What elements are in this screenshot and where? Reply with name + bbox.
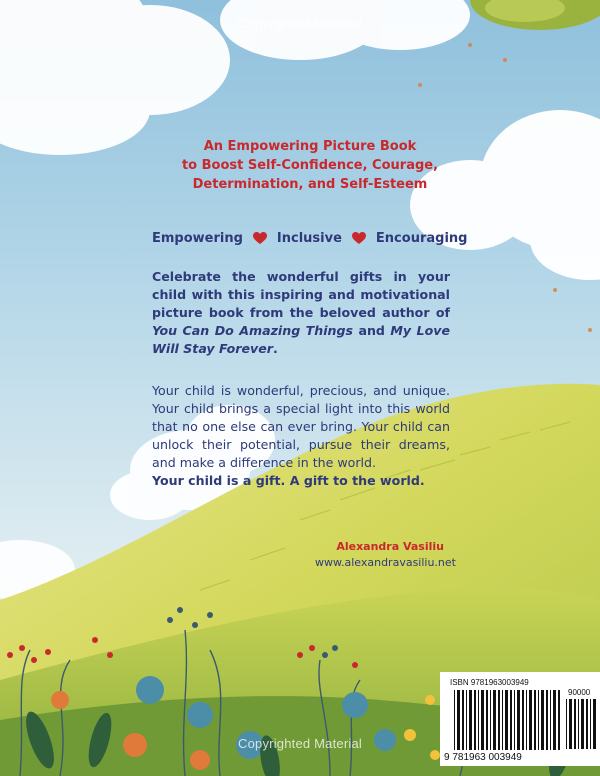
heart-icon xyxy=(352,232,366,245)
body-paragraph xyxy=(152,382,450,490)
intro-end: . xyxy=(273,341,278,356)
isbn-label: ISBN 9781963003949 xyxy=(450,678,529,687)
intro-paragraph xyxy=(152,268,450,358)
copyright-watermark-top: Copyrighted Material xyxy=(238,16,362,31)
intro-connector: and xyxy=(358,323,385,338)
author-website: www.alexandravasiliu.net xyxy=(315,556,456,569)
value-empowering: Empowering xyxy=(152,230,243,246)
book-title-2: My Love Will Stay Forever xyxy=(152,323,450,356)
copyright-watermark-bottom: Copyrighted Material xyxy=(238,736,362,751)
value-encouraging: Encouraging xyxy=(375,230,468,246)
heart-icon xyxy=(253,232,267,245)
barcode-digits: 9 781963 003949 xyxy=(444,752,522,763)
barcode-box xyxy=(440,672,600,766)
tagline xyxy=(120,137,500,194)
tagline-line: to Boost Self-Confidence, Courage, xyxy=(181,158,439,173)
price-code: 90000 xyxy=(568,688,591,697)
body-emphasis: Your child is a gift. A gift to the world. xyxy=(152,473,425,488)
body-text: Your child is wonderful, precious, and unique. Your child brings a special light into this world that no one else can ever bring. Your child can unlock their potential, pursue their dreams, and make a difference in the world. xyxy=(152,383,450,470)
tagline-line: Determination, and Self-Esteem xyxy=(192,177,428,192)
book-title-1: You Can Do Amazing Things xyxy=(152,323,354,338)
tagline-line: An Empowering Picture Book xyxy=(203,139,417,154)
author-name: Alexandra Vasiliu xyxy=(336,540,444,553)
values-row xyxy=(152,228,467,248)
intro-lead: Celebrate the wonderful gifts in your child with this inspiring and motivational picture book from the beloved author of xyxy=(152,269,450,320)
value-inclusive: Inclusive xyxy=(276,230,342,246)
